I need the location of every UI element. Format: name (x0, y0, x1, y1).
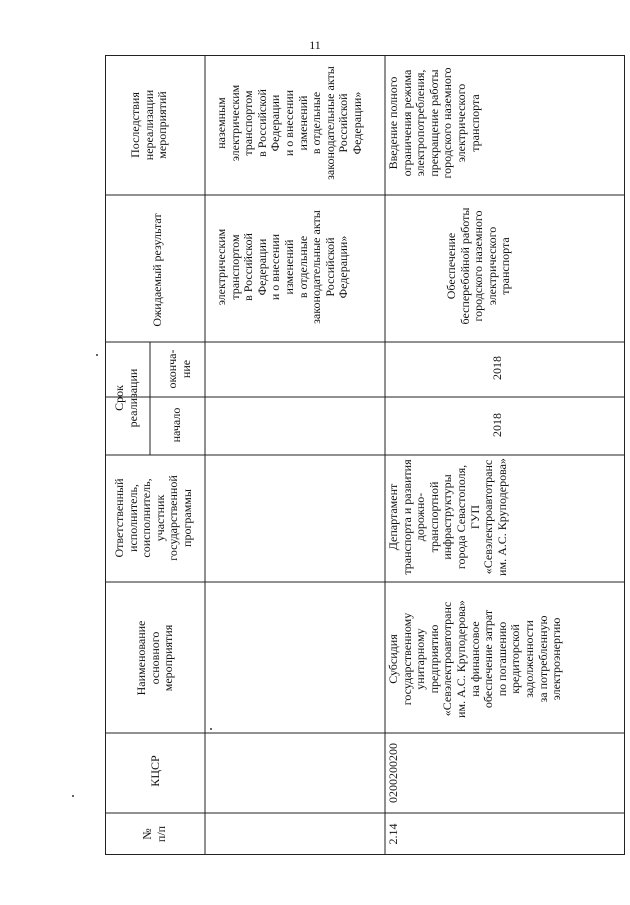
header-kcsr (105, 733, 205, 813)
row2-consequences (385, 55, 625, 195)
header-name (105, 582, 205, 733)
rotated-table (105, 55, 625, 855)
scan-artifact-dot (72, 795, 74, 797)
row2-result-text: Обеспечение бесперебойной работы городского наземного электрического транспорта (444, 207, 513, 325)
header-term (105, 342, 150, 455)
scan-artifact-dot (96, 354, 98, 356)
header-consequences (105, 55, 205, 195)
row1-consequences (205, 55, 385, 195)
row2-num (385, 813, 625, 855)
row2-executor (385, 455, 625, 582)
row2-start-text: 2018 (490, 413, 504, 437)
header-kcsr-text: КЦСР (148, 755, 162, 787)
row1-result (205, 195, 385, 342)
header-result-text: Ожидаемый результат (150, 213, 164, 327)
header-start-text: начало (169, 407, 183, 443)
row2-result (385, 195, 625, 342)
row1-consequences-text: наземным электрическим транспортом в Российской Федерации и о внесении изменений в отдельные законодательные акты Российской Федерации» (214, 66, 364, 180)
row2-num-text: 2.14 (386, 823, 400, 845)
row2-end (385, 342, 625, 397)
row2-kcsr-text: 0200200200 (386, 743, 400, 803)
header-num (105, 813, 205, 855)
row2-name (385, 582, 625, 733)
header-result (105, 195, 205, 342)
row1-result-text: электрическим транспортом в Российской Федерации и о внесении изменений в отдельные законодательные акты Российской Федерации» (214, 210, 351, 324)
header-name-text: Наименование основного мероприятия (134, 620, 176, 696)
header-num-text: № п/п (140, 825, 168, 843)
header-start (150, 397, 205, 455)
header-term-text: Срок реализации (112, 368, 140, 428)
header-end (150, 342, 205, 397)
row2-end-text: 2018 (490, 356, 504, 380)
row2-executor-text: Департамент транспорта и развития дорожно- транспортной инфраструктуры города Севастополя, ГУП «Севэлектроавтотранс им. А.С. Круподерова» (386, 458, 509, 576)
row2-name-text: Субсидия государственному унитарному предприятию «Севэлектроавтотранс им. А.С. Круподерова» на финансовое обеспечение затрат по погашению кредиторской задолженности за потребленную электроэнергию (386, 600, 564, 718)
row2-consequences-text: Введение полного ограничения режима электропотребления, прекращение работы городского наземного электрического транспорта (386, 67, 482, 179)
page-number: 11 (309, 38, 321, 52)
header-executor (105, 455, 205, 582)
row2-kcsr (385, 733, 625, 813)
header-executor-text: Ответственный исполнитель, соисполнитель, участник государственной программы (112, 475, 194, 561)
header-consequences-text: Последствия нереализации мероприятий (128, 89, 170, 161)
header-end-text: оконча- ние (165, 349, 193, 389)
row2-start (385, 397, 625, 455)
